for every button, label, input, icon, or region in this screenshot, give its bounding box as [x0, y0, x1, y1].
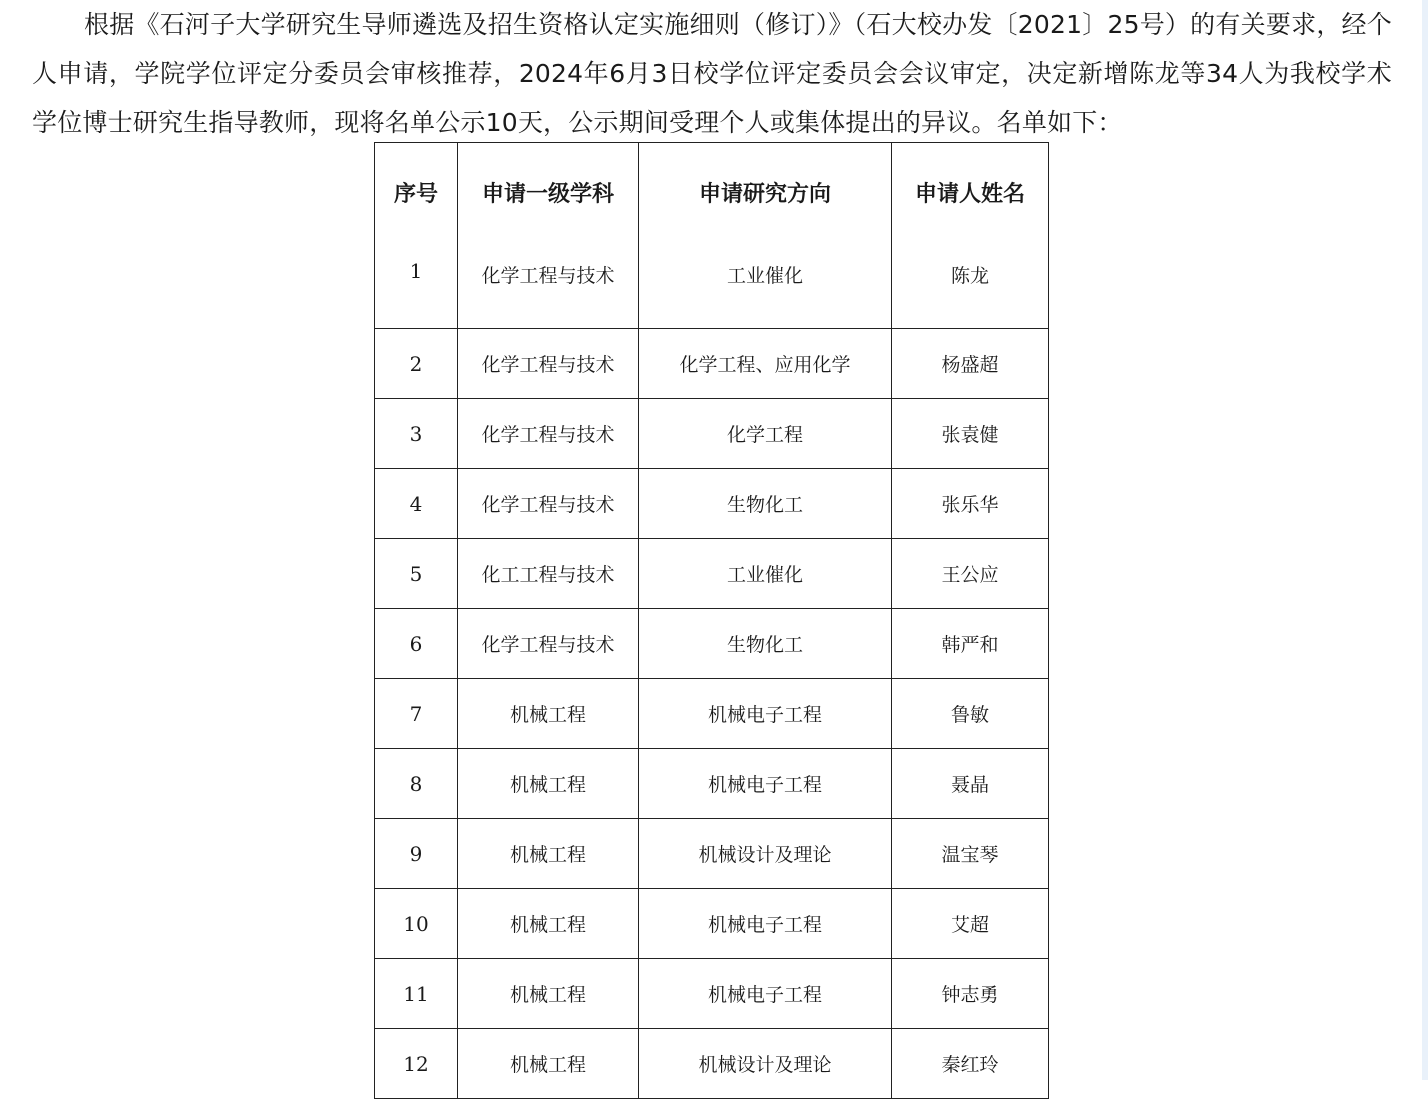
cell-direction: 机械设计及理论 — [639, 819, 892, 889]
header-discipline: 申请一级学科 — [458, 143, 639, 242]
table-row — [375, 609, 1049, 679]
cell-direction: 生物化工 — [639, 469, 892, 539]
header-no: 序号 — [375, 143, 458, 242]
cell-no: 4 — [375, 469, 458, 539]
page-edge-strip — [1422, 0, 1428, 1080]
cell-discipline: 化工工程与技术 — [458, 539, 639, 609]
table-row — [375, 959, 1049, 1029]
cell-direction: 机械电子工程 — [639, 679, 892, 749]
cell-name: 杨盛超 — [892, 329, 1049, 399]
supervisor-list-table-container — [374, 142, 1049, 1099]
cell-name: 艾超 — [892, 889, 1049, 959]
cell-name: 王公应 — [892, 539, 1049, 609]
cell-discipline: 机械工程 — [458, 959, 639, 1029]
cell-name: 韩严和 — [892, 609, 1049, 679]
cell-discipline: 化学工程与技术 — [458, 609, 639, 679]
header-name: 申请人姓名 — [892, 143, 1049, 242]
cell-discipline: 机械工程 — [458, 679, 639, 749]
cell-name: 钟志勇 — [892, 959, 1049, 1029]
cell-no: 9 — [375, 819, 458, 889]
cell-name: 鲁敏 — [892, 679, 1049, 749]
table-row — [375, 329, 1049, 399]
announcement-paragraph: 根据《石河子大学研究生导师遴选及招生资格认定实施细则（修订）》（石大校办发〔2021〕25号）的有关要求，经个人申请，学院学位评定分委员会审核推荐，2024年6月3日校学位评定委员会会议审定，决定新增陈龙等34人为我校学术学位博士研究生指导教师，现将名单公示10天，公示期间受理个人或集体提出的异议。名单如下： — [32, 10, 1392, 137]
header-direction: 申请研究方向 — [639, 143, 892, 242]
cell-direction: 生物化工 — [639, 609, 892, 679]
table-row — [375, 819, 1049, 889]
cell-discipline: 化学工程与技术 — [458, 241, 639, 329]
table-row — [375, 889, 1049, 959]
table-body — [375, 241, 1049, 1099]
cell-discipline: 机械工程 — [458, 889, 639, 959]
supervisor-list-table — [374, 142, 1049, 1099]
cell-direction: 工业催化 — [639, 539, 892, 609]
cell-discipline: 机械工程 — [458, 749, 639, 819]
cell-discipline: 化学工程与技术 — [458, 329, 639, 399]
cell-no: 6 — [375, 609, 458, 679]
cell-name: 秦红玲 — [892, 1029, 1049, 1099]
cell-name: 张袁健 — [892, 399, 1049, 469]
cell-no: 10 — [375, 889, 458, 959]
cell-direction: 机械电子工程 — [639, 889, 892, 959]
table-row — [375, 749, 1049, 819]
cell-no: 3 — [375, 399, 458, 469]
cell-name: 张乐华 — [892, 469, 1049, 539]
cell-name: 陈龙 — [892, 241, 1049, 329]
cell-no: 1 — [375, 241, 458, 329]
table-row — [375, 241, 1049, 329]
cell-direction: 化学工程 — [639, 399, 892, 469]
cell-no: 12 — [375, 1029, 458, 1099]
cell-discipline: 机械工程 — [458, 819, 639, 889]
cell-discipline: 机械工程 — [458, 1029, 639, 1099]
cell-direction: 化学工程、应用化学 — [639, 329, 892, 399]
cell-no: 11 — [375, 959, 458, 1029]
cell-no: 8 — [375, 749, 458, 819]
table-row — [375, 399, 1049, 469]
cell-direction: 机械电子工程 — [639, 749, 892, 819]
table-header-row — [375, 143, 1049, 242]
table-row — [375, 1029, 1049, 1099]
cell-direction: 工业催化 — [639, 241, 892, 329]
cell-name: 聂晶 — [892, 749, 1049, 819]
cell-discipline: 化学工程与技术 — [458, 399, 639, 469]
cell-no: 5 — [375, 539, 458, 609]
cell-name: 温宝琴 — [892, 819, 1049, 889]
cell-direction: 机械设计及理论 — [639, 1029, 892, 1099]
cell-no: 2 — [375, 329, 458, 399]
cell-no: 7 — [375, 679, 458, 749]
table-row — [375, 679, 1049, 749]
table-row — [375, 469, 1049, 539]
table-row — [375, 539, 1049, 609]
cell-direction: 机械电子工程 — [639, 959, 892, 1029]
cell-discipline: 化学工程与技术 — [458, 469, 639, 539]
